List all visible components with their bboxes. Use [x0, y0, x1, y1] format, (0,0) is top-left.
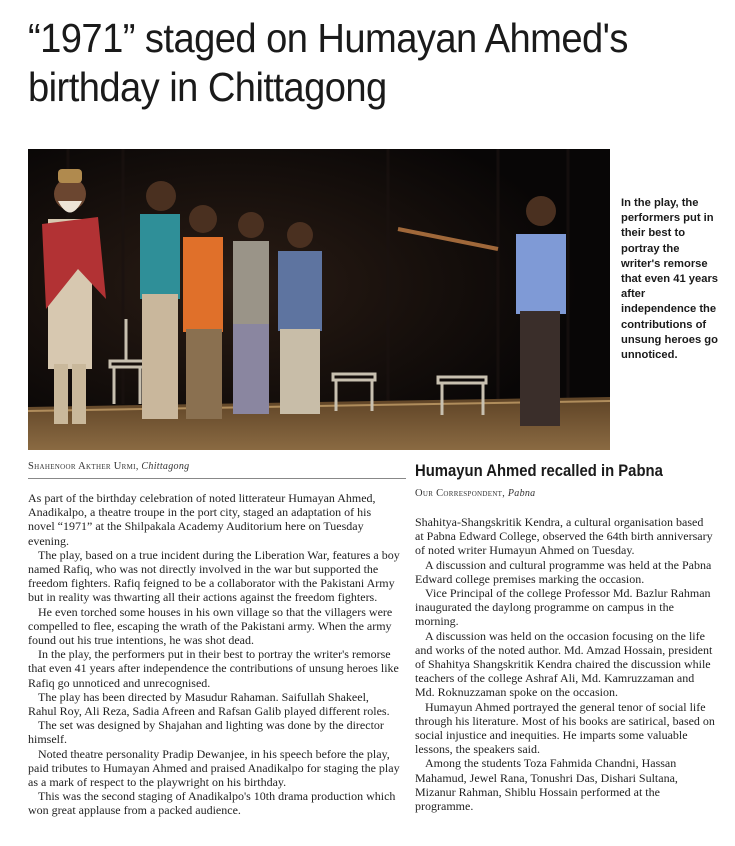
story2-paragraph: Shahitya-Shangskritik Kendra, a cultural organisation based at Pabna Edward College, observed the 64th birth anniversary of noted writer Humayun Ahmed on Tuesday. [415, 515, 713, 558]
byline-divider [28, 478, 406, 479]
headline-line-2: birthday in Chittagong [28, 64, 387, 110]
story1-paragraph: In the play, the performers put in their best to portray the writer's remorse that even 41 years after independence the contributions of unsung heroes like Rafiq go unnoticed and unrecognised. [28, 647, 399, 690]
story1-paragraph: He even torched some houses in his own village so that the villagers were compelled to flee, escaping the wrath of the Pakistani army. When the army found out his true intentions, he was shot dead. [28, 604, 393, 648]
headline-line-1: “1971” staged on Humayan Ahmed's [28, 15, 628, 61]
story1-byline: Shahenoor Akther Urmi, Chittagong [28, 461, 190, 472]
photo-caption: In the play, the performers put in their best to portray the writer's remorse that even 41 years after independence the contributions of unsung heroes go unnoticed. [621, 197, 719, 362]
story1-paragraph: This was the second staging of Anadikalpo's 10th drama production which won great applause from a packed audience. [28, 789, 396, 818]
story1-byline-name: Shahenoor Akther Urmi [28, 461, 136, 472]
story2-paragraph: Humayun Ahmed portrayed the general tenor of social life through his literature. Most of his books are satirical, based on social injustice and inequities. He imparts some valuable lessons, the speakers said. [415, 699, 715, 757]
story2-paragraph: Among the students Toza Fahmida Chandni, Hassan Mahamud, Jewel Rana, Tonushri Das, Dishari Sultana, Mizanur Rahman, Shiblu Hossain performed at the programme. [415, 756, 678, 814]
story1-body [28, 491, 400, 818]
story2-headline: Humayun Ahmed recalled in Pabna [415, 462, 663, 480]
story1-paragraph: Noted theatre personality Pradip Dewanjee, in his speech before the play, paid tributes to Humayan Ahmed and praised Anadikalpo for staging the play as a mark of respect to the playwright on his birthday. [28, 746, 400, 790]
headline [28, 14, 670, 112]
story1-paragraph: The play has been directed by Masudur Rahaman. Saifullah Shakeel, Rahul Roy, Ali Reza, Sadia Afreen and Rafsan Galib played different roles. [28, 689, 390, 719]
story2-byline-name: Our Correspondent [415, 488, 503, 499]
story2-byline: Our Correspondent, Pabna [415, 488, 536, 499]
story1-paragraph: The set was designed by Shajahan and lighting was done by the director himself. [28, 718, 384, 747]
story2-paragraph: Vice Principal of the college Professor Md. Bazlur Rahman inaugurated the daylong programme on campus in the morning. [415, 586, 711, 629]
story1-paragraph: The play, based on a true incident during the Liberation War, features a boy named Rafiq, who was not directly involved in the war but supported the freedom fighters. Rafiq feigned to be a collaborator with the Pakistani Army but in reality was thwarting all their actions against the freedom fighters. [28, 547, 400, 605]
story2-byline-location: Pabna [507, 488, 536, 499]
story2-body [415, 515, 715, 813]
story2-paragraph: A discussion was held on the occasion focusing on the life and works of the noted author. Md. Amzad Hossain, president of Shahitya Shangskritik Kendra chaired the discussion while teachers of the college Ashraf Ali, Md. Kamruzzaman and Md. Roknuzzaman spoke on the occasion. [415, 628, 713, 700]
story1-paragraph: As part of the birthday celebration of noted litterateur Humayan Ahmed, Anadikalpo, a theatre troupe in the port city, staged an adaptation of his novel “1971” at the Shilpakala Academy Auditorium here on Tuesday evening. [28, 491, 376, 548]
stage-photo [28, 149, 610, 450]
stage-photo-illustration [28, 149, 610, 450]
story2-paragraph: A discussion and cultural programme was held at the Pabna Edward college premises marking the occasion. [415, 557, 712, 586]
story1-byline-location: Chittagong [141, 461, 190, 472]
